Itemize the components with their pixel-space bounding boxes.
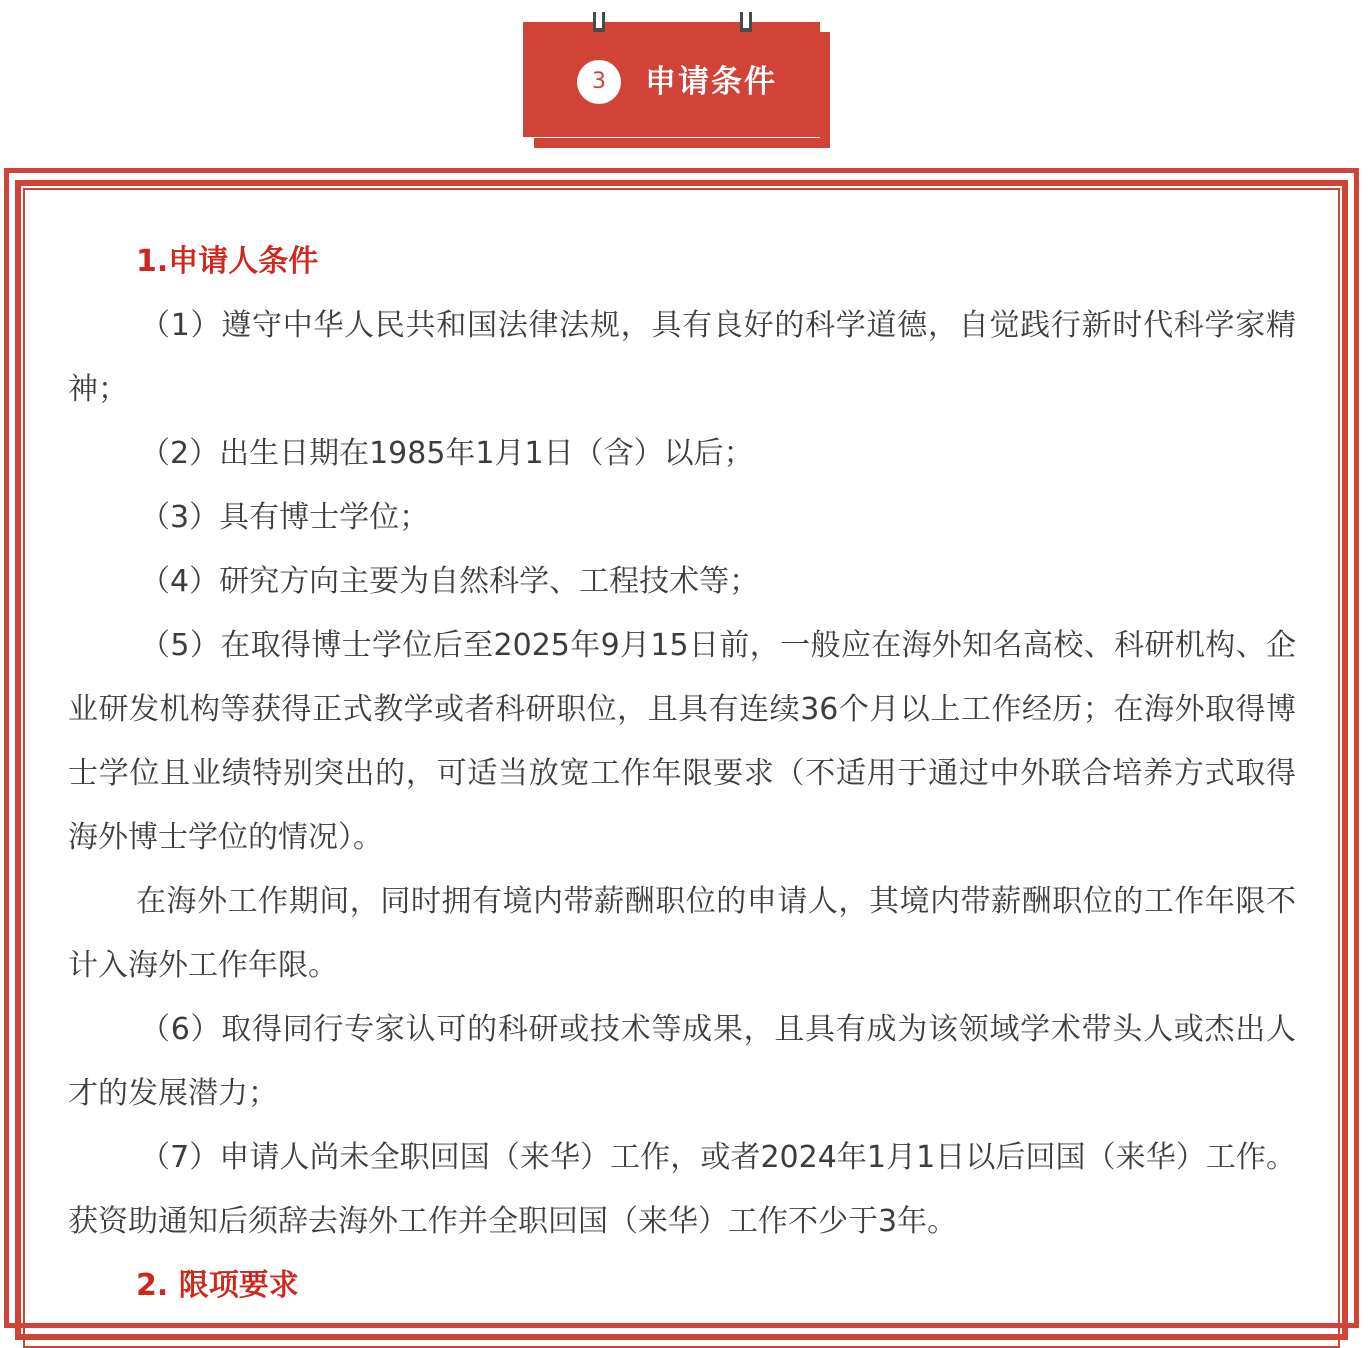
section-title: 申请条件	[645, 64, 777, 100]
condition-paragraph: （2）出生日期在1985年1月1日（含）以后；	[140, 436, 754, 471]
section-number-badge: 3	[577, 60, 621, 104]
condition-note-paragraph: 在海外工作期间，同时拥有境内带薪酬职位的申请人，其境内带薪酬职位的工作年限不计入海外工作年限。	[68, 884, 1296, 983]
subsection-heading: 1.申请人条件	[136, 244, 319, 279]
binder-clip-icon	[593, 12, 605, 32]
condition-paragraph: （4）研究方向主要为自然科学、工程技术等；	[140, 564, 760, 599]
condition-paragraph: （3）具有博士学位；	[140, 500, 430, 535]
subsection-heading: 2. 限项要求	[136, 1268, 299, 1303]
condition-paragraph: （6）取得同行专家认可的科研或技术等成果，且具有成为该领域学术带头人或杰出人才的发展潜力；	[68, 1012, 1296, 1111]
condition-paragraph: （7）申请人尚未全职回国（来华）工作，或者2024年1月1日以后回国（来华）工作。获资助通知后须辞去海外工作并全职回国（来华）工作不少于3年。	[68, 1140, 1296, 1239]
section-header-tab	[523, 22, 820, 137]
condition-paragraph: （1）遵守中华人民共和国法律法规，具有良好的科学道德，自觉践行新时代科学家精神；	[68, 308, 1296, 407]
condition-paragraph: （5）在取得博士学位后至2025年9月15日前，一般应在海外知名高校、科研机构、企业研发机构等获得正式教学或者科研职位，且具有连续36个月以上工作经历；在海外取得博士学位且业绩特别突出的，可适当放宽工作年限要求（不适用于通过中外联合培养方式取得海外博士学位的情况）。	[68, 628, 1296, 855]
binder-clip-icon	[740, 12, 752, 32]
content-body	[68, 230, 1296, 1318]
